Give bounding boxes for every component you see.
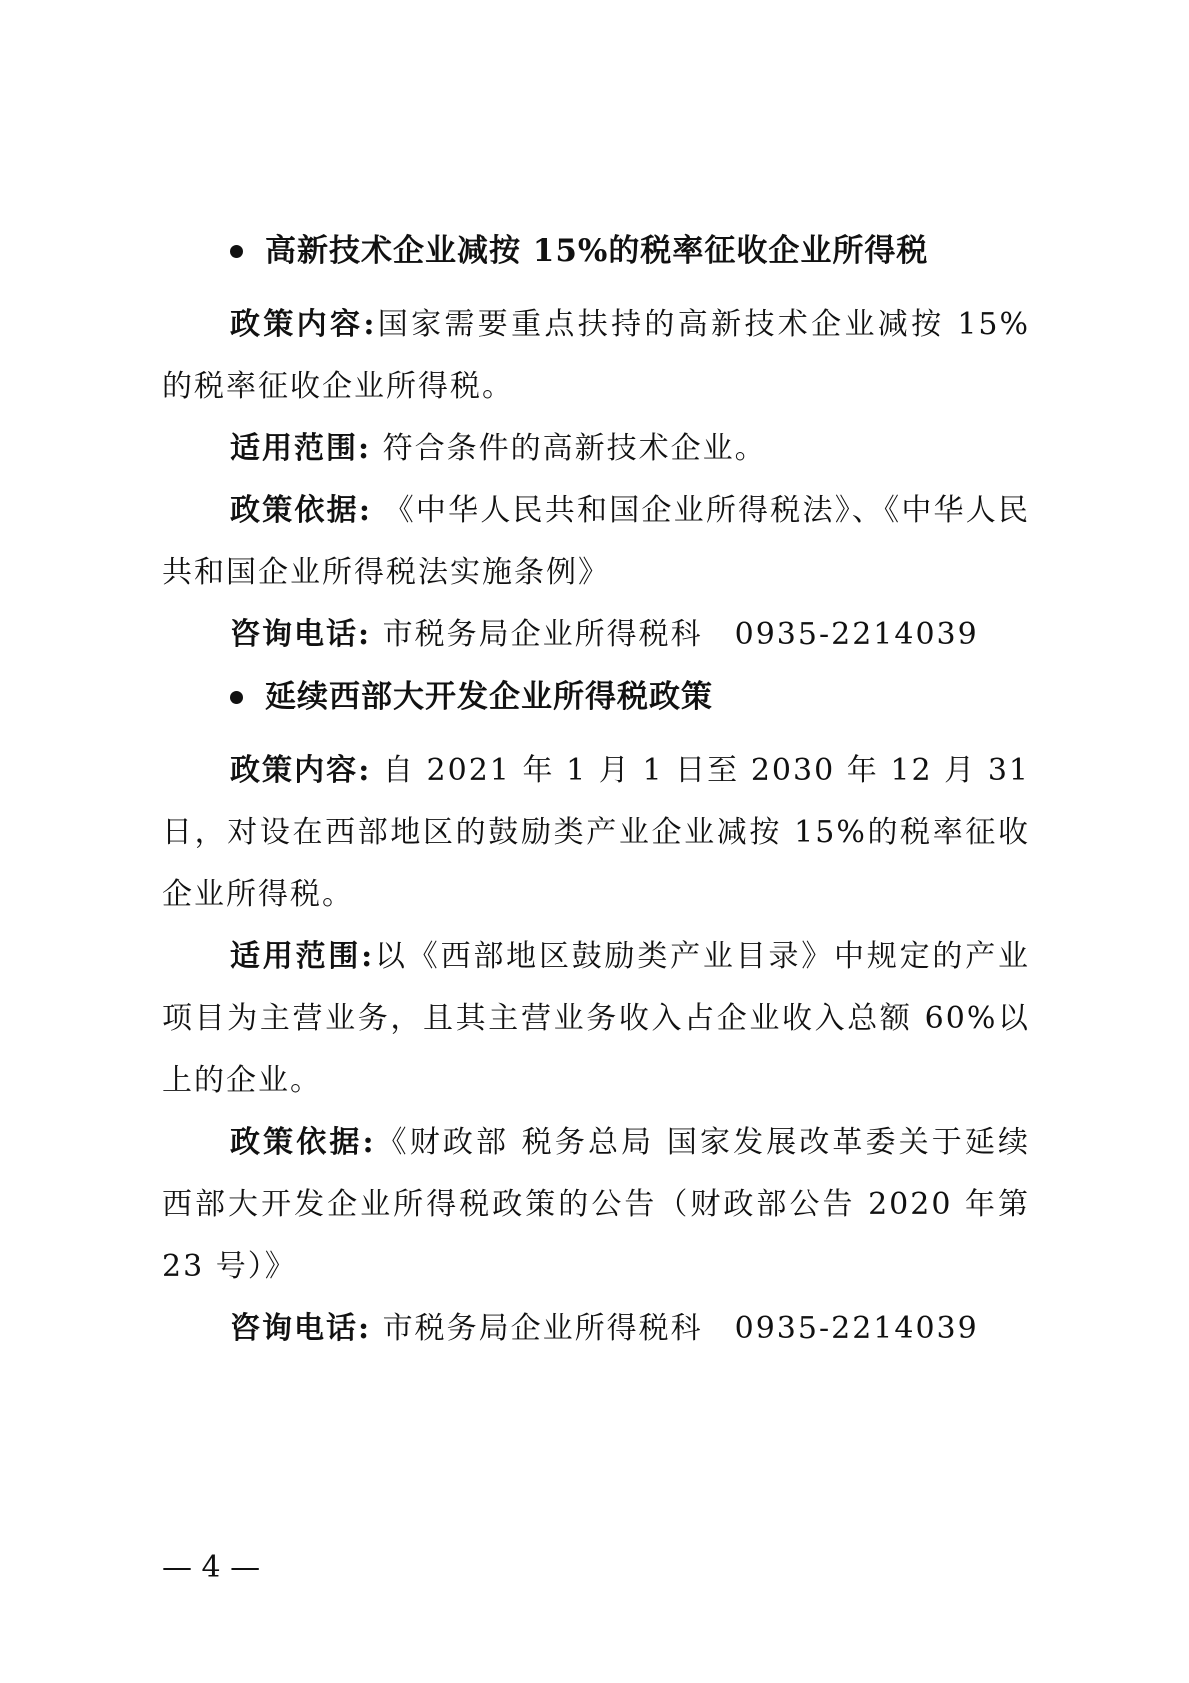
policy-content-label: 政策内容: (230, 307, 377, 342)
phone-label: 咨询电话: (230, 617, 372, 652)
scope-paragraph (162, 418, 1030, 480)
phone-org: 市税务局企业所得税科 (371, 617, 703, 652)
phone-number: 0935-2214039 (734, 617, 979, 652)
document-content (162, 222, 1030, 1360)
scope-label: 适用范围: (230, 939, 375, 974)
scope-text: 符合条件的高新技术企业。 (371, 431, 767, 466)
phone-paragraph (162, 604, 1030, 666)
phone-paragraph (162, 1298, 1030, 1360)
section-heading-text: 高新技术企业减按 15%的税率征收企业所得税 (265, 233, 929, 269)
basis-paragraph (162, 480, 1030, 604)
scope-paragraph (162, 926, 1030, 1112)
scope-text: 以《西部地区鼓励类产业目录》中规定的产业项目为主营业务，且其主营业务收入占企业收入总额 60%以上的企业。 (162, 939, 1031, 1098)
phone-label: 咨询电话: (230, 1311, 372, 1346)
section-heading-text: 延续西部大开发企业所得税政策 (265, 679, 713, 715)
section-heading-western-development (230, 668, 1030, 726)
phone-number: 0935-2214039 (734, 1311, 979, 1346)
policy-content-text: 国家需要重点扶持的高新技术企业减按 15%的税率征收企业所得税。 (162, 307, 1031, 404)
bullet-icon (230, 245, 243, 258)
basis-label: 政策依据: (230, 1125, 376, 1160)
policy-content-paragraph (162, 294, 1030, 418)
policy-content-text: 自 2021 年 1 月 1 日至 2030 年 12 月 31 日，对设在西部地区的鼓励类产业企业减按 15%的税率征收企业所得税。 (162, 753, 1030, 912)
page-number: — 4 — (162, 1550, 261, 1585)
basis-text: 《财政部 税务总局 国家发展改革委关于延续西部大开发企业所得税政策的公告（财政部公告 2020 年第 23 号）》 (162, 1125, 1030, 1284)
policy-content-label: 政策内容: (230, 753, 372, 788)
section-heading-high-tech (230, 222, 1030, 280)
bullet-icon (230, 691, 243, 704)
basis-text: 《中华人民共和国企业所得税法》、《中华人民共和国企业所得税法实施条例》 (162, 493, 1030, 590)
basis-label: 政策依据: (230, 493, 372, 528)
policy-content-paragraph (162, 740, 1030, 926)
phone-org: 市税务局企业所得税科 (371, 1311, 703, 1346)
scope-label: 适用范围: (230, 431, 372, 466)
basis-paragraph (162, 1112, 1030, 1298)
